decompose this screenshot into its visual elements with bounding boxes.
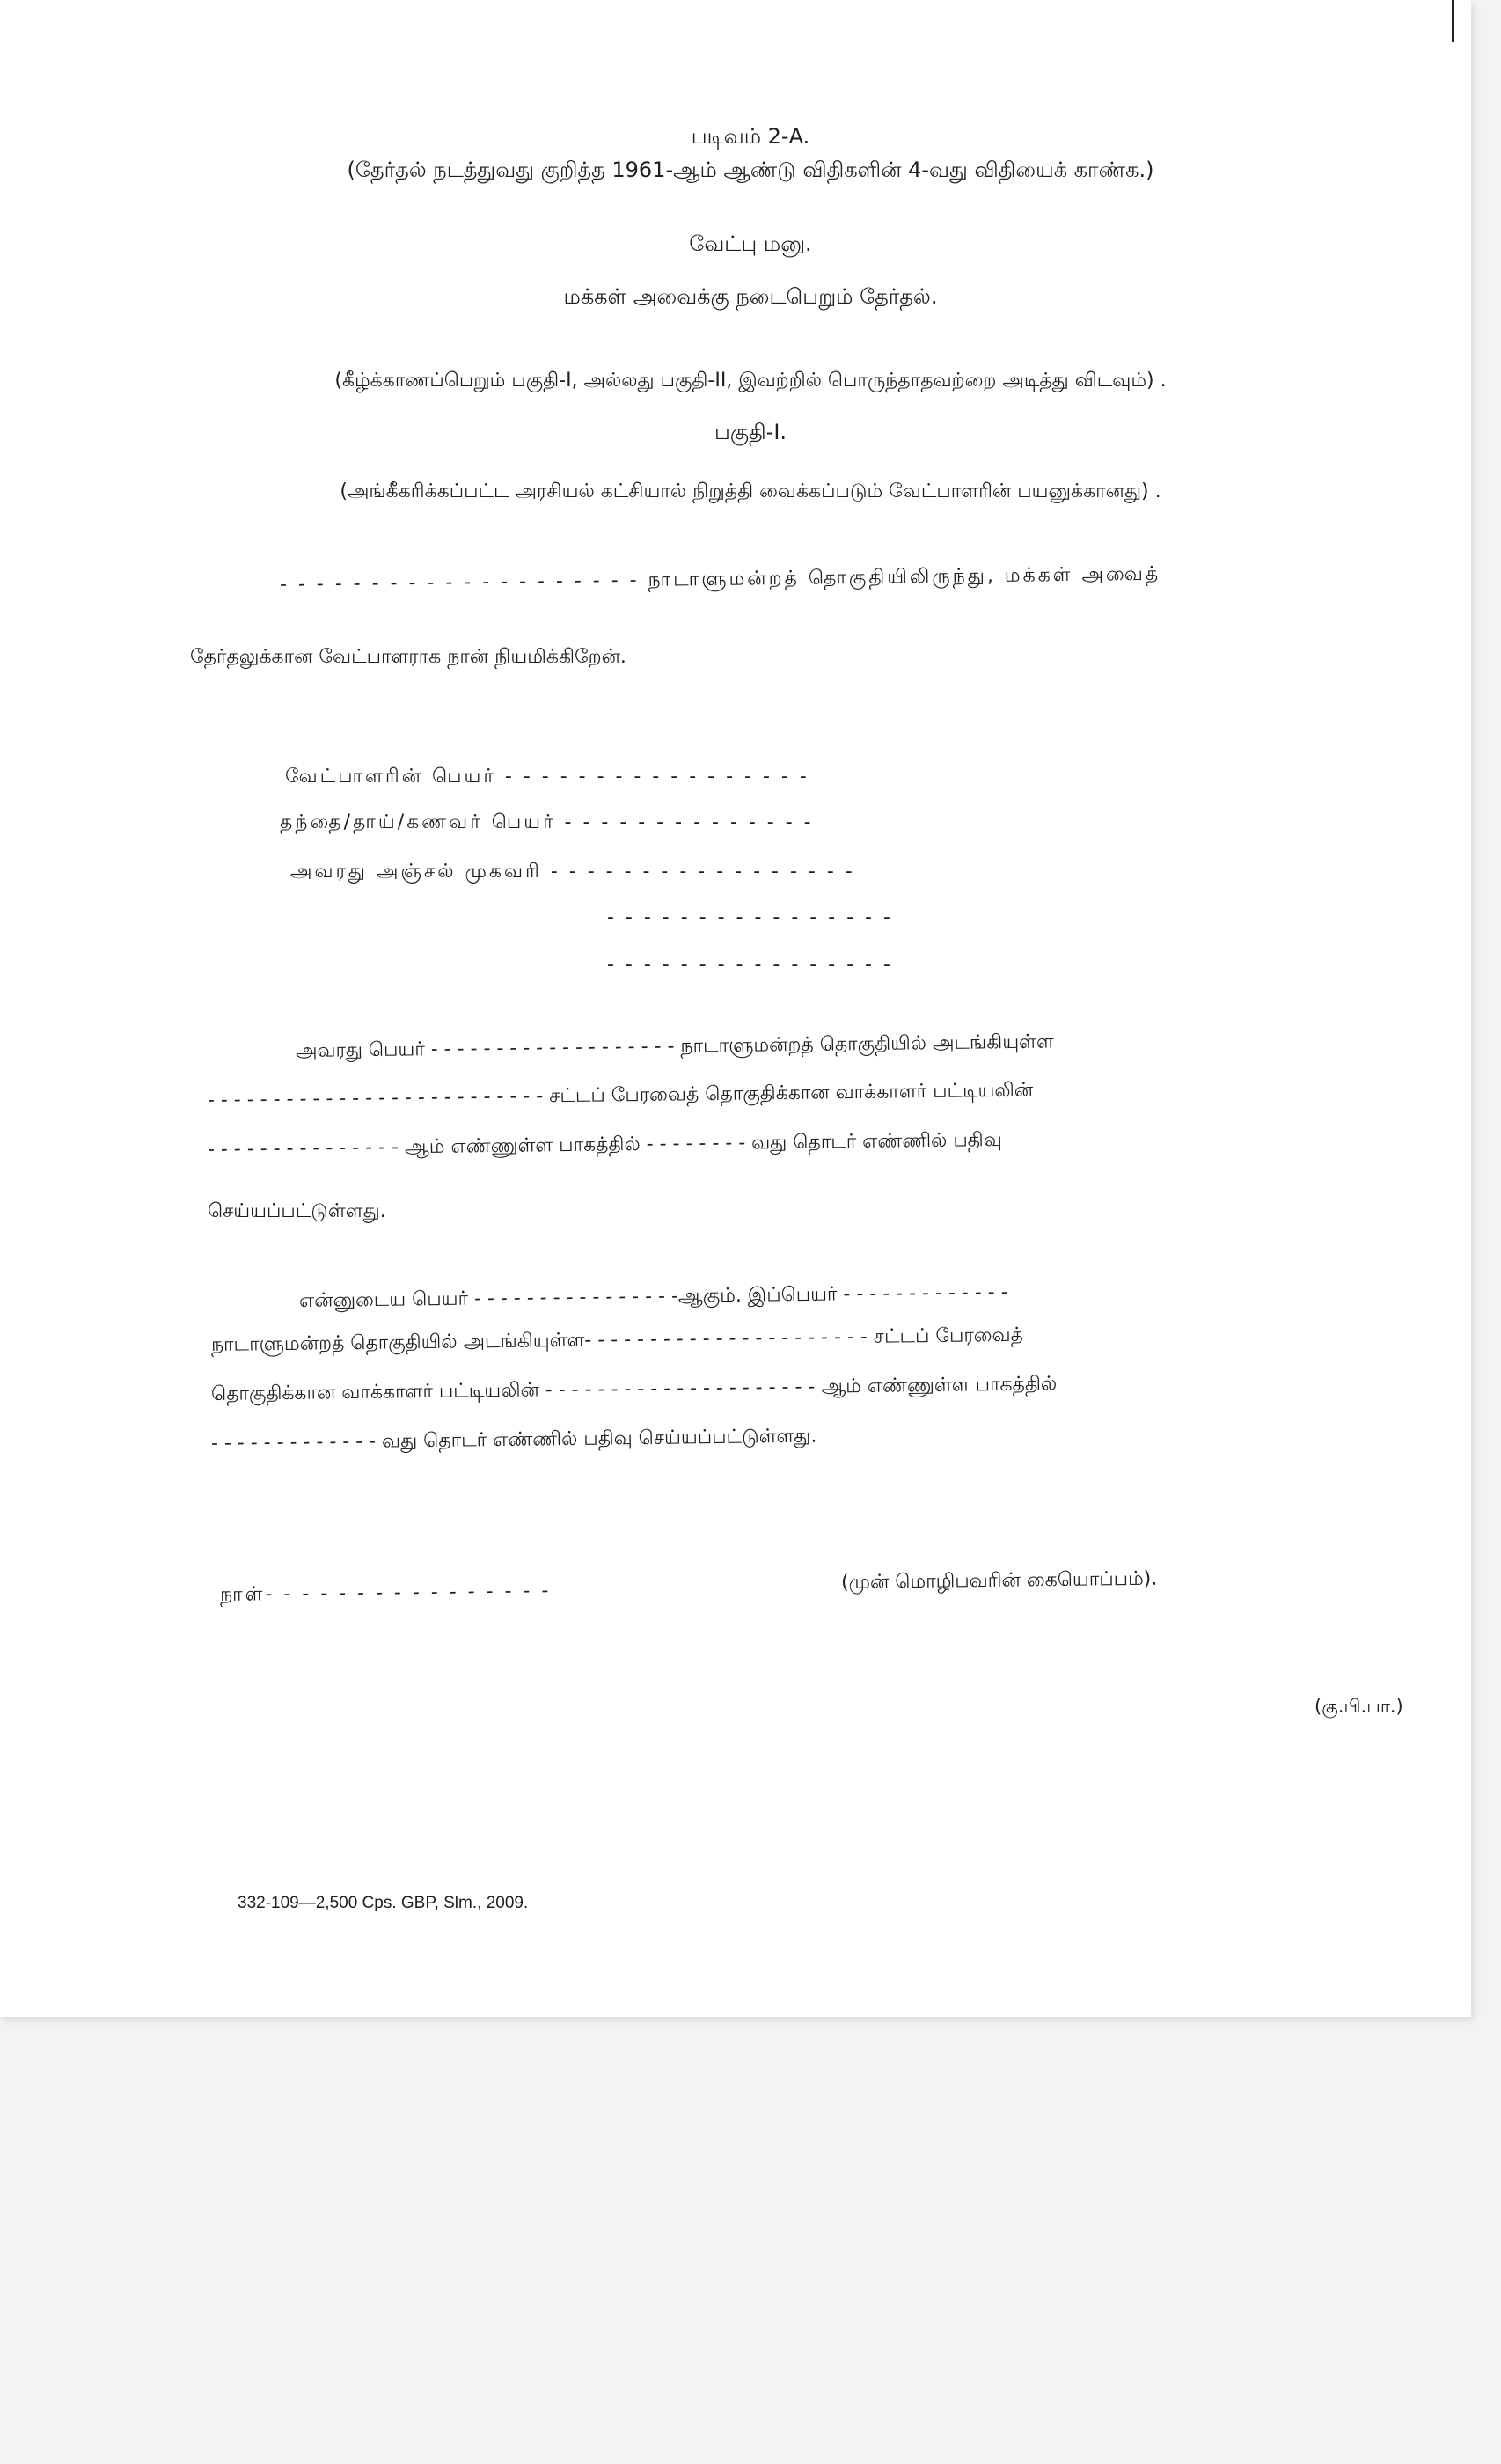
postal-address-field: அவரது அஞ்சல் முகவரி - - - - - - - - - - - - - - - - - <box>290 861 855 883</box>
electoral-roll-line-4: செய்யப்பட்டுள்ளது. <box>208 1200 386 1222</box>
form-number: படிவம் 2-A. <box>691 124 810 149</box>
form-title: வேட்பு மனு. <box>689 231 812 256</box>
part-note: (அங்கீகரிக்கப்பட்ட அரசியல் கட்சியால் நிறுத்தி வைக்கப்படும் வேட்பாளரின் பயனுக்கானது) . <box>340 480 1161 502</box>
nomination-line-2: தேர்தலுக்கான வேட்பாளராக நான் நியமிக்கிறேன். <box>190 646 626 668</box>
please-turn-over: (கு.பி.பா.) <box>1314 1696 1403 1717</box>
electoral-roll-line-2: - - - - - - - - - - - - - - - - - - - - - - - - - - சட்டப் பேரவைத் தொகுதிக்கான வாக்காளர் பட்டியலின் <box>207 1079 1034 1111</box>
form-subtitle: மக்கள் அவைக்கு நடைபெறும் தேர்தல். <box>563 284 938 309</box>
proposer-line-3: தொகுதிக்கான வாக்காளர் பட்டியலின் - - - - - - - - - - - - - - - - - - - - - ஆம் எண்ணுள்ள பாகத்தில் <box>210 1373 1058 1405</box>
parent-name-field: தந்தை/தாய்/கணவர் பெயர் - - - - - - - - - - - - - - <box>280 811 814 833</box>
proposer-signature-label: (முன் மொழிபவரின் கையொப்பம்). <box>840 1567 1158 1594</box>
proposer-line-4: - - - - - - - - - - - - - வது தொடர் எண்ணில் பதிவு செய்யப்பட்டுள்ளது. <box>210 1425 817 1455</box>
candidate-name-field: வேட்பாளரின் பெயர் - - - - - - - - - - - - - - - - - <box>285 766 809 788</box>
instruction-note: (கீழ்க்காணப்பெறும் பகுதி-I, அல்லது பகுதி-II, இவற்றில் பொருந்தாதவற்றை அடித்து விடவும்) . <box>334 370 1167 392</box>
proposer-line-1: என்னுடைய பெயர் - - - - - - - - - - - - - - - -ஆகும். இப்பெயர் - - - - - - - - - - - - - <box>298 1281 1008 1312</box>
address-line-3: - - - - - - - - - - - - - - - - <box>607 954 893 976</box>
address-line-2: - - - - - - - - - - - - - - - - <box>607 906 893 928</box>
part-heading: பகுதி-I. <box>714 420 787 444</box>
page-edge-mark <box>1452 0 1454 42</box>
rule-reference: (தேர்தல் நடத்துவது குறித்த 1961-ஆம் ஆண்டு விதிகளின் 4-வது விதியைக் காண்க.) <box>347 158 1154 182</box>
electoral-roll-line-3: - - - - - - - - - - - - - - - ஆம் எண்ணுள்ள பாகத்தில் - - - - - - - - வது தொடர் எண்ணில் பதிவு <box>207 1128 1002 1161</box>
date-field: நாள்- - - - - - - - - - - - - - - - <box>219 1580 552 1606</box>
electoral-roll-line-1: அவரது பெயர் - - - - - - - - - - - - - - - - - - - நாடாளுமன்றத் தொகுதியில் அடங்கியுள்ள <box>295 1030 1054 1062</box>
print-imprint: 332-109—2,500 Cps. GBP, Slm., 2009. <box>238 1894 529 1912</box>
nomination-line-1: - - - - - - - - - - - - - - - - - - - - நாடாளுமன்றத் தொகுதியிலிருந்து, மக்கள் அவைத் <box>279 562 1161 596</box>
proposer-line-2: நாடாளுமன்றத் தொகுதியில் அடங்கியுள்ள- - - - - - - - - - - - - - - - - - - - - - சட்டப் பேரவைத் <box>210 1324 1024 1356</box>
